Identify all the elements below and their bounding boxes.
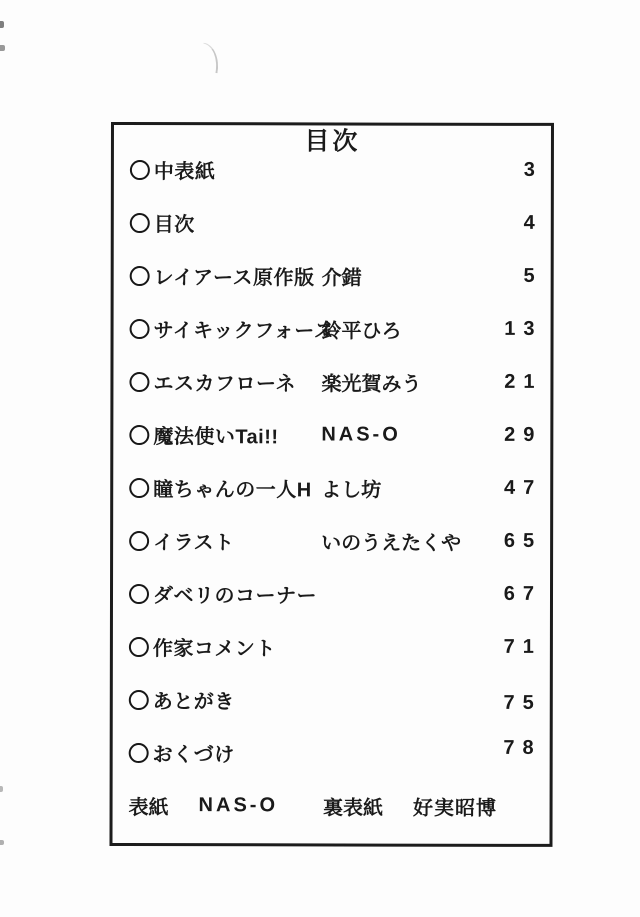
- toc-row: [113, 355, 550, 409]
- toc-list: [113, 143, 551, 780]
- toc-item-author: よし坊: [321, 479, 382, 502]
- toc-item-title-cell: [129, 579, 321, 608]
- front-cover-label: 表紙: [128, 797, 169, 820]
- toc-item-label: 目次: [153, 214, 195, 237]
- toc-item-author: NAS-O: [321, 423, 401, 446]
- toc-item-page-number: 21: [504, 370, 543, 393]
- toc-item-page-number: 78: [503, 736, 542, 759]
- toc-item-title-cell: [129, 367, 321, 396]
- toc-item-title-cell: [129, 420, 321, 449]
- circle-bullet-icon: [130, 160, 150, 180]
- circle-bullet-icon: [129, 425, 149, 445]
- toc-item-label: 中表紙: [153, 161, 216, 184]
- toc-item-page-number: 13: [504, 317, 543, 340]
- toc-item-page-number: 75: [503, 691, 542, 714]
- scan-edge-mark: [0, 45, 5, 51]
- toc-item-title-cell: [130, 208, 322, 237]
- toc-item-label: サイキックフォース: [153, 320, 335, 343]
- circle-bullet-icon: [129, 637, 149, 657]
- toc-item-title-cell: [129, 738, 321, 767]
- toc-item-page-number: 47: [503, 476, 543, 499]
- circle-bullet-icon: [129, 478, 149, 498]
- toc-row: [113, 461, 550, 515]
- circle-bullet-icon: [129, 690, 149, 710]
- toc-row: [113, 673, 550, 727]
- toc-row: [113, 620, 550, 674]
- toc-item-page-number: 65: [503, 529, 543, 552]
- toc-item-label: イラスト: [153, 532, 235, 555]
- toc-item-label: おくづけ: [152, 744, 235, 767]
- circle-bullet-icon: [129, 584, 149, 604]
- scan-hair-mark: [199, 43, 223, 74]
- toc-item-author: いのうえたくや: [321, 532, 462, 555]
- toc-row: [113, 514, 550, 568]
- circle-bullet-icon: [129, 743, 149, 763]
- toc-item-title-cell: [129, 526, 321, 555]
- circle-bullet-icon: [130, 213, 150, 233]
- toc-item-page-number: 4: [523, 211, 543, 234]
- toc-item-page-number: 67: [503, 582, 543, 605]
- toc-item-title-cell: [130, 314, 335, 343]
- toc-item-label: 魔法使いTai!!: [153, 426, 279, 449]
- toc-item-label: 作家コメント: [152, 638, 276, 661]
- toc-row: [113, 567, 550, 621]
- toc-row: [113, 408, 550, 462]
- toc-item-label: あとがき: [152, 691, 235, 714]
- scan-edge-mark: [0, 21, 4, 28]
- credits-line: [113, 779, 550, 833]
- scan-edge-mark: [0, 786, 3, 792]
- circle-bullet-icon: [129, 531, 149, 551]
- toc-item-title-cell: [129, 473, 321, 502]
- toc-item-author: 楽光賀みう: [321, 373, 422, 396]
- toc-item-label: レイアース原作版: [153, 267, 315, 290]
- scan-edge-mark: [0, 840, 4, 845]
- toc-row: [114, 302, 551, 356]
- circle-bullet-icon: [130, 319, 150, 339]
- toc-item-page-number: 3: [523, 158, 543, 181]
- back-cover-artist: 好実昭博: [412, 797, 498, 820]
- toc-item-page-number: 29: [504, 423, 543, 446]
- back-cover-label: 裏表紙: [322, 797, 384, 820]
- toc-row: [114, 196, 551, 250]
- toc-item-title-cell: [130, 155, 322, 184]
- toc-item-label: 瞳ちゃんの一人H: [153, 479, 312, 502]
- toc-box: [109, 122, 554, 847]
- front-cover-artist: NAS-O: [198, 794, 279, 817]
- toc-item-title-cell: [129, 632, 321, 661]
- toc-item-author: 鈴平ひろ: [321, 320, 402, 343]
- toc-item-label: エスカフローネ: [153, 373, 296, 396]
- toc-item-author: 介錯: [321, 267, 362, 290]
- toc-item-label: ダベリのコーナー: [152, 585, 318, 608]
- toc-item-title-cell: [129, 685, 321, 714]
- toc-item-page-number: 71: [503, 635, 542, 658]
- toc-row: [114, 249, 551, 303]
- toc-item-title-cell: [130, 261, 322, 290]
- toc-item-page-number: 5: [523, 264, 543, 287]
- page-title: 目次: [304, 127, 361, 156]
- circle-bullet-icon: [129, 372, 149, 392]
- toc-row: [113, 726, 550, 780]
- circle-bullet-icon: [130, 266, 150, 286]
